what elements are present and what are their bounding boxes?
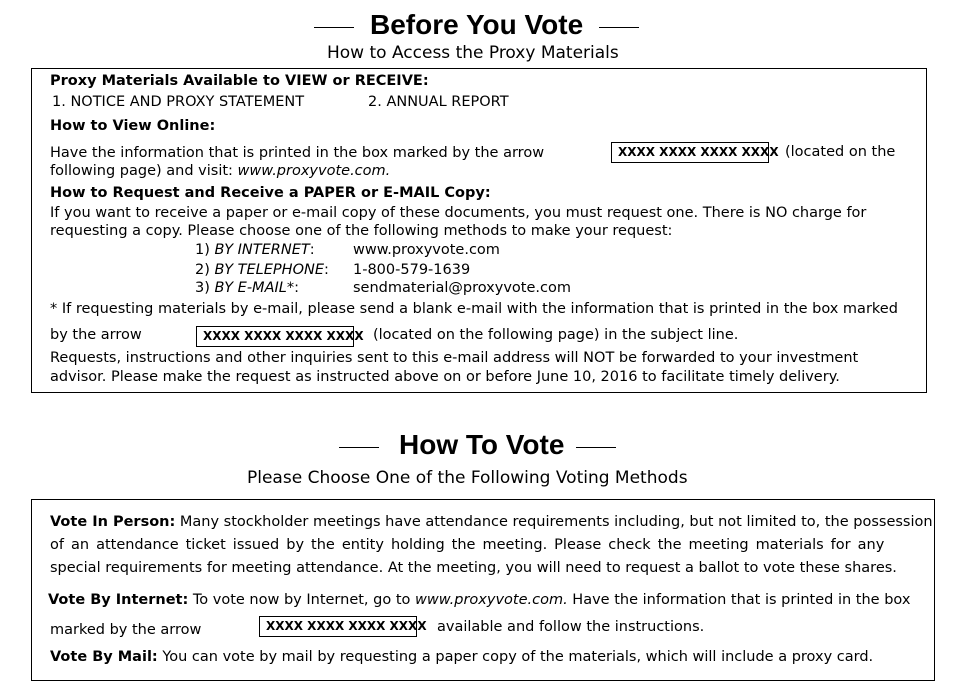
view-online-line2: [50, 163, 390, 179]
before-subtitle: How to Access the Proxy Materials: [327, 43, 619, 63]
how-subtitle: Please Choose One of the Following Voting Methods: [247, 468, 688, 488]
control-number-box: XXXX XXXX XXXX XXXX: [259, 616, 417, 637]
view-online-line2-prefix: following page) and visit:: [50, 163, 238, 179]
view-online-text: Have the information that is printed in the box marked by the arrow: [50, 145, 545, 161]
email-note-prefix: by the arrow: [50, 327, 142, 343]
method-internet-em: BY INTERNET: [214, 242, 310, 258]
title-rule-right: [599, 27, 639, 28]
in-person-line-1: [50, 514, 933, 530]
mail-line: [50, 649, 873, 665]
method-email-label: [195, 280, 299, 296]
internet-line-2-prefix: marked by the arrow: [50, 622, 202, 638]
request-line-1: If you want to receive a paper or e-mail copy of these documents, you must request one. There is NO charge for: [50, 205, 867, 221]
view-online-text-after: (located on the: [785, 144, 896, 160]
internet-text-suffix: Have the information that is printed in the box: [567, 592, 911, 608]
method-internet-label: [195, 242, 315, 258]
available-heading: Proxy Materials Available to VIEW or RECEIVE:: [50, 73, 429, 89]
title-rule-right: [576, 447, 616, 448]
email-note-line-1: * If requesting materials by e-mail, please send a blank e-mail with the information that is printed in the box marked: [50, 301, 898, 317]
request-heading: How to Request and Receive a PAPER or E-MAIL Copy:: [50, 185, 491, 201]
method-telephone-num: 2): [195, 262, 215, 278]
email-note-suffix: (located on the following page) in the subject line.: [373, 327, 739, 343]
internet-text-prefix: To vote now by Internet, go to: [188, 592, 415, 608]
document-2: 2. ANNUAL REPORT: [368, 94, 509, 110]
method-telephone-colon: :: [324, 262, 329, 278]
method-internet-value[interactable]: www.proxyvote.com: [353, 242, 500, 258]
method-internet-num: 1): [195, 242, 215, 258]
view-online-heading: How to View Online:: [50, 118, 216, 134]
method-email-num: 3): [195, 280, 215, 296]
requests-line-2: advisor. Please make the request as instructed above on or before June 10, 2016 to facilitate timely delivery.: [50, 369, 840, 385]
internet-label: Vote By Internet:: [48, 592, 189, 608]
request-line-2: requesting a copy. Please choose one of the following methods to make your request:: [50, 223, 673, 239]
control-number-box: XXXX XXXX XXXX XXXX: [611, 142, 769, 163]
requests-line-1: Requests, instructions and other inquiries sent to this e-mail address will NOT be forwarded to your investment: [50, 350, 859, 366]
mail-label: Vote By Mail:: [50, 649, 158, 665]
control-number-box: XXXX XXXX XXXX XXXX: [196, 326, 354, 347]
how-title: How To Vote: [399, 429, 565, 460]
method-email-colon: :: [294, 280, 299, 296]
in-person-text-1: Many stockholder meetings have attendance requirements including, but not limited to, the possession: [179, 514, 933, 530]
internet-line-1: [48, 592, 910, 608]
before-title: Before You Vote: [370, 9, 584, 40]
method-email-value[interactable]: sendmaterial@proxyvote.com: [353, 280, 571, 296]
proxyvote-link[interactable]: www.proxyvote.com.: [237, 163, 391, 179]
in-person-line-2: of an attendance ticket issued by the entity holding the meeting. Please check the meeting materials for any: [50, 537, 885, 553]
in-person-line-3: special requirements for meeting attendance. At the meeting, you will need to request a ballot to vote these shares.: [50, 560, 897, 576]
method-telephone-em: BY TELEPHONE: [214, 262, 324, 278]
method-telephone-label: [195, 262, 329, 278]
method-internet-colon: :: [309, 242, 315, 258]
internet-line-2-suffix: available and follow the instructions.: [437, 619, 705, 635]
method-email-em: BY E-MAIL*: [214, 280, 295, 296]
mail-text: You can vote by mail by requesting a paper copy of the materials, which will include a proxy card.: [157, 649, 874, 665]
title-rule-left: [339, 447, 379, 448]
method-telephone-value[interactable]: 1-800-579-1639: [353, 262, 471, 278]
in-person-label: Vote In Person:: [50, 514, 176, 530]
document-1: 1. NOTICE AND PROXY STATEMENT: [52, 94, 305, 110]
title-rule-left: [314, 27, 354, 28]
proxyvote-link[interactable]: www.proxyvote.com.: [415, 592, 568, 608]
